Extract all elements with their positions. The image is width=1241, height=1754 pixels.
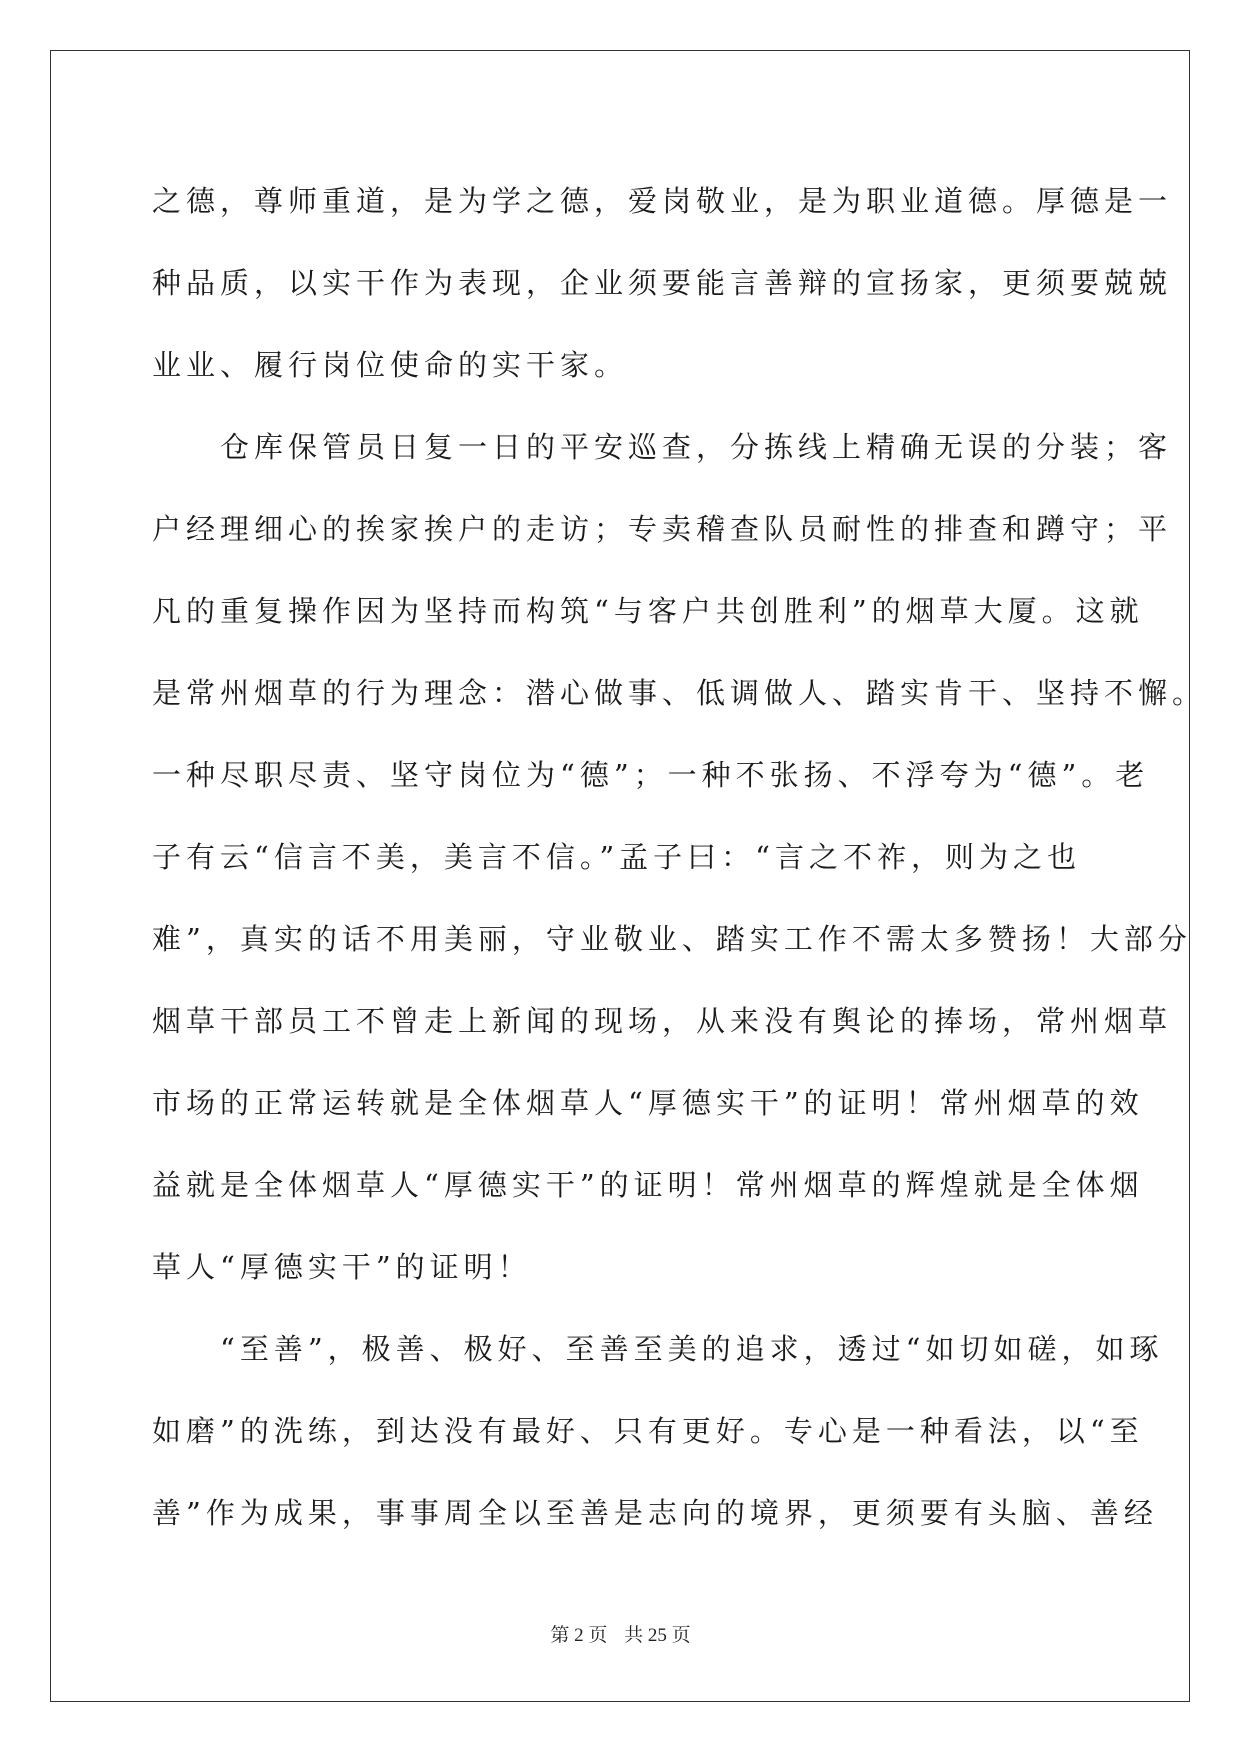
text-line: 子有云“信言不美，美言不信。”孟子曰：“言之不祚，则为之也	[152, 840, 1081, 874]
text-line: 是常州烟草的行为理念：潜心做事、低调做人、踏实肯干、坚持不懈。	[152, 676, 1207, 710]
page-total: 共 25 页	[624, 1625, 691, 1646]
text-line: “至善”，极善、极好、至善至美的追求，透过“如切如磋，如琢	[152, 1332, 1164, 1366]
text-line: 业业、履行岗位使命的实干家。	[152, 348, 629, 382]
text-line: 善”作为成果，事事周全以至善是志向的境界，更须要有头脑、善经	[152, 1496, 1158, 1530]
text-line: 户经理细心的挨家挨户的走访；专卖稽查队员耐性的排查和蹲守；平	[152, 512, 1173, 546]
text-line: 一种尽职尽责、坚守岗位为“德”；一种不张扬、不浮夸为“德”。老	[152, 758, 1150, 792]
page-footer	[0, 1620, 1241, 1647]
text-line: 难”，真实的话不用美丽，守业敬业、踏实工作不需太多赞扬！大部分	[152, 922, 1192, 956]
text-line: 凡的重复操作因为坚持而构筑“与客户共创胜利”的烟草大厦。这就	[152, 594, 1144, 628]
text-line: 市场的正常运转就是全体烟草人“厚德实干”的证明！常州烟草的效	[152, 1086, 1144, 1120]
text-line: 如磨”的洗练，到达没有最好、只有更好。专心是一种看法，以“至	[152, 1414, 1144, 1448]
document-body	[152, 160, 1207, 1554]
text-line: 仓库保管员日复一日的平安巡查，分拣线上精确无误的分装；客	[152, 430, 1173, 464]
page-number: 第 2 页	[550, 1625, 608, 1646]
text-line: 益就是全体烟草人“厚德实干”的证明！常州烟草的辉煌就是全体烟	[152, 1168, 1144, 1202]
text-line: 之德，尊师重道，是为学之德，爱岗敬业，是为职业道德。厚德是一	[152, 184, 1173, 218]
text-line: 草人“厚德实干”的证明！	[152, 1250, 532, 1284]
text-line: 烟草干部员工不曾走上新闻的现场，从来没有舆论的捧场，常州烟草	[152, 1004, 1173, 1038]
text-line: 种品质，以实干作为表现，企业须要能言善辩的宣扬家，更须要兢兢	[152, 266, 1173, 300]
